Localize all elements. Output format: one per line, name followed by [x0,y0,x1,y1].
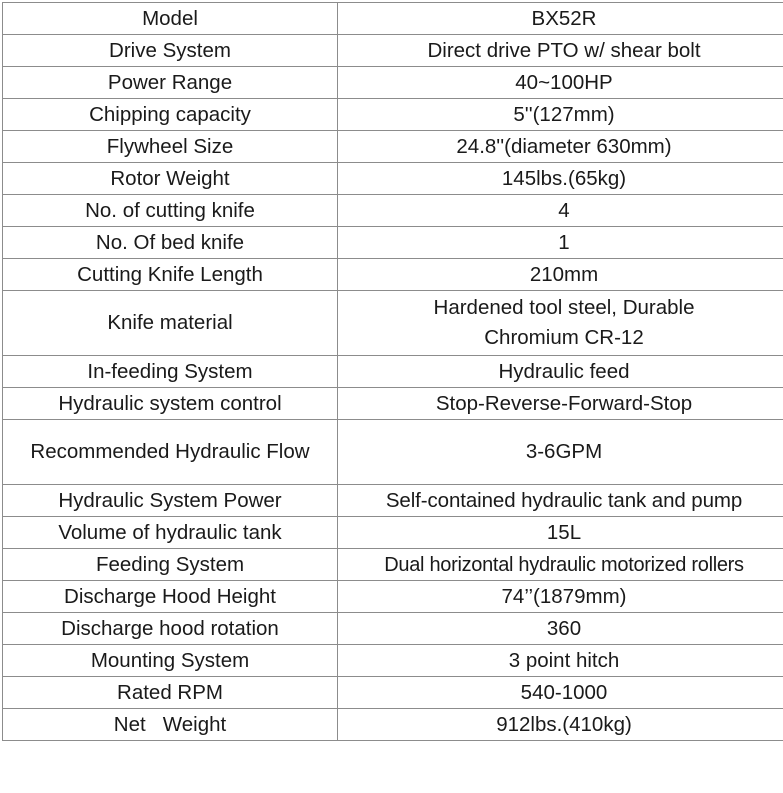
row-value: 24.8''(diameter 630mm) [338,131,783,163]
table-row [3,291,783,356]
row-value: Direct drive PTO w/ shear bolt [338,35,783,67]
row-label: In-feeding System [3,356,338,388]
table-row [3,195,783,227]
row-label: Model [3,3,338,35]
row-label: Volume of hydraulic tank [3,517,338,549]
table-row [3,99,783,131]
row-label: Mounting System [3,645,338,677]
row-value: 540-1000 [338,677,783,709]
row-value: 15L [338,517,783,549]
table-row [3,67,783,99]
row-label: Hydraulic system control [3,388,338,420]
row-label: No. of cutting knife [3,195,338,227]
row-label: Flywheel Size [3,131,338,163]
row-value: 912lbs.(410kg) [338,709,783,741]
row-label: Discharge hood rotation [3,613,338,645]
row-label: Drive System [3,35,338,67]
row-value: 210mm [338,259,783,291]
row-value: Self-contained hydraulic tank and pump [338,485,783,517]
table-row [3,3,783,35]
row-value: 360 [338,613,783,645]
row-value: 4 [338,195,783,227]
row-value: Stop-Reverse-Forward-Stop [338,388,783,420]
table-row [3,677,783,709]
row-label: Net Weight [3,709,338,741]
row-value: 5''(127mm) [338,99,783,131]
table-row [3,259,783,291]
table-row [3,517,783,549]
row-label: Power Range [3,67,338,99]
table-row [3,227,783,259]
row-label: Rated RPM [3,677,338,709]
row-value: Hydraulic feed [338,356,783,388]
table-row [3,613,783,645]
table-row [3,388,783,420]
table-row [3,709,783,741]
row-value: 3 point hitch [338,645,783,677]
table-row [3,581,783,613]
row-value: Hardened tool steel, Durable Chromium CR-12 [338,291,783,356]
row-value: 3-6GPM [338,420,783,485]
spec-table [2,2,783,741]
row-value: 74’’(1879mm) [338,581,783,613]
row-label: Feeding System [3,549,338,581]
row-value: BX52R [338,3,783,35]
row-label: Hydraulic System Power [3,485,338,517]
table-row [3,645,783,677]
row-label: Knife material [3,291,338,356]
table-row [3,420,783,485]
row-value: 145lbs.(65kg) [338,163,783,195]
row-label: Recommended Hydraulic Flow [3,420,338,485]
row-value: Dual horizontal hydraulic motorized rollers [338,549,783,581]
table-row [3,356,783,388]
table-row [3,485,783,517]
row-value: 40~100HP [338,67,783,99]
row-value: 1 [338,227,783,259]
row-label: Rotor Weight [3,163,338,195]
row-label: Chipping capacity [3,99,338,131]
row-label: No. Of bed knife [3,227,338,259]
row-label: Discharge Hood Height [3,581,338,613]
table-row [3,35,783,67]
table-row [3,549,783,581]
table-row [3,163,783,195]
row-label: Cutting Knife Length [3,259,338,291]
table-row [3,131,783,163]
